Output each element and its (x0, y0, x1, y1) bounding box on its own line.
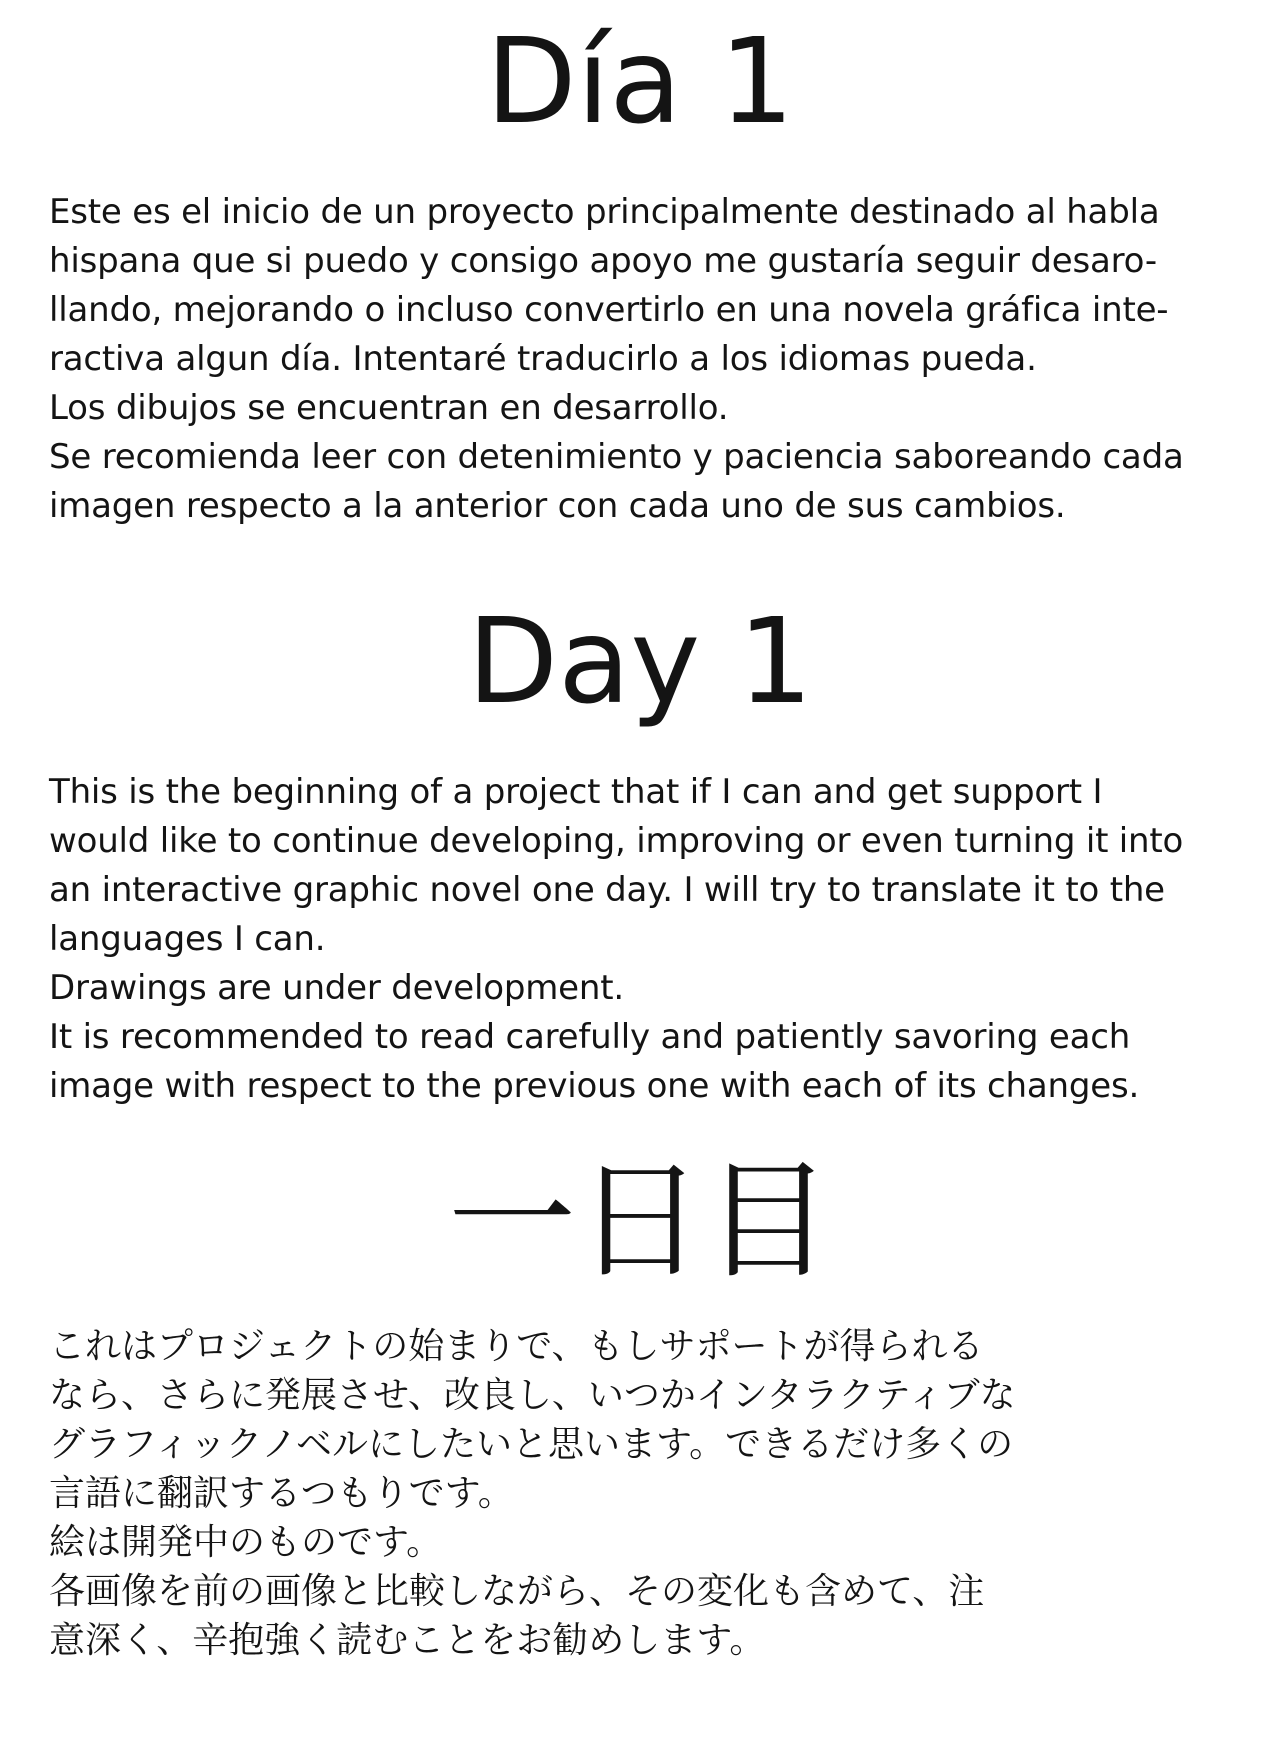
japanese-paragraph (49, 1322, 1259, 1665)
english-line: It is recommended to read carefully and patiently savoring each (49, 1017, 1131, 1057)
spanish-line: Este es el inicio de un proyecto principalmente destinado al habla (49, 192, 1160, 232)
english-line: This is the beginning of a project that if I can and get support I (49, 772, 1103, 812)
english-line: would like to continue developing, improving or even turning it into (49, 821, 1184, 861)
english-paragraph (49, 768, 1259, 1111)
spanish-line: hispana que si puedo y consigo apoyo me gustaría seguir desaro- (49, 241, 1157, 281)
spanish-line: Se recomienda leer con detenimiento y paciencia saboreando cada (49, 437, 1184, 477)
japanese-line: なら、さらに発展させ、改良し、いつかインタラクティブな (49, 1375, 1016, 1416)
spanish-line: imagen respecto a la anterior con cada uno de sus cambios. (49, 486, 1066, 526)
english-line: languages I can. (49, 919, 326, 959)
english-line: Drawings are under development. (49, 968, 624, 1008)
english-line: an interactive graphic novel one day. I will try to translate it to the (49, 870, 1165, 910)
spanish-line: ractiva algun día. Intentaré traducirlo a los idiomas pueda. (49, 339, 1037, 379)
japanese-line: これはプロジェクトの始まりで、もしサポートが得られる (49, 1326, 984, 1367)
japanese-line: グラフィックノベルにしたいと思います。できるだけ多くの (49, 1424, 1014, 1465)
japanese-line: 絵は開発中のものです。 (49, 1522, 443, 1563)
japanese-title: 一日目 (447, 1147, 832, 1296)
japanese-line: 意深く、辛抱強く読むことをお勧めします。 (49, 1620, 766, 1661)
japanese-line: 各画像を前の画像と比較しながら、その変化も含めて、注 (49, 1571, 985, 1612)
english-title: Day 1 (467, 592, 813, 730)
english-line: image with respect to the previous one with each of its changes. (49, 1066, 1140, 1106)
spanish-line: Los dibujos se encuentran en desarrollo. (49, 388, 729, 428)
spanish-paragraph (49, 188, 1259, 531)
spanish-line: llando, mejorando o incluso convertirlo en una novela gráfica inte- (49, 290, 1169, 330)
japanese-line: 言語に翻訳するつもりです。 (49, 1473, 514, 1514)
spanish-title: Día 1 (485, 12, 795, 150)
